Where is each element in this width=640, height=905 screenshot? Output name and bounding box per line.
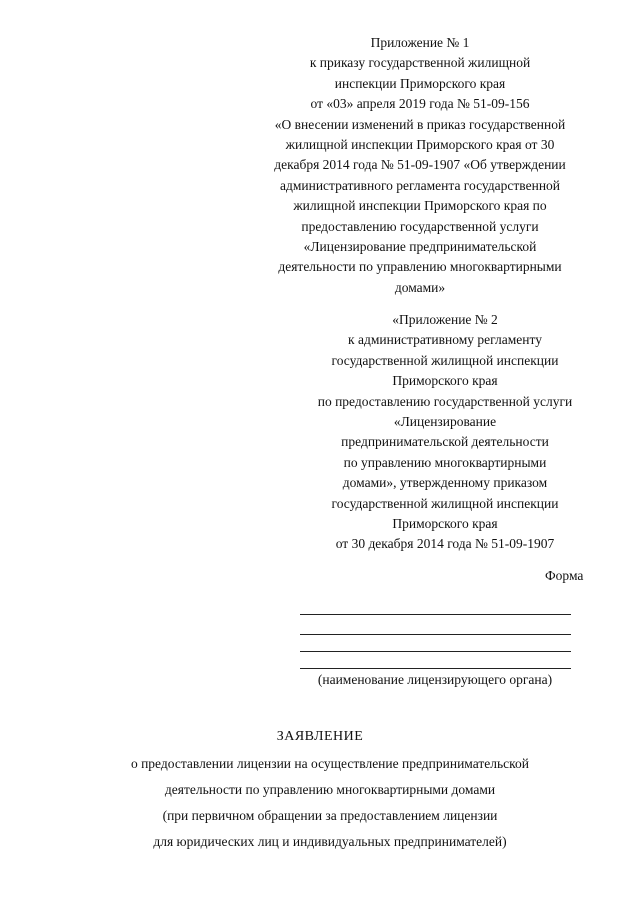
appendix-2-line: домами», утвержденному приказом: [342, 475, 548, 491]
form-label: Форма: [545, 568, 584, 583]
appendix-1-line: к приказу государственной жилищной: [309, 55, 531, 71]
appendix-1-line: Приложение № 1: [370, 35, 470, 50]
appendix-1-line: инспекции Приморского края: [334, 75, 506, 91]
appendix-2-line: предпринимательской деятельности: [341, 434, 549, 450]
appendix-1-line: от «03» апреля 2019 года № 51-09-156: [310, 96, 530, 112]
appendix-1-header: [250, 33, 590, 298]
appendix-1-line: домами»: [394, 279, 446, 295]
authority-blank-line: [300, 651, 571, 652]
subject-line: (при первичном обращении за предоставлением лицензии: [162, 808, 498, 823]
appendix-2-line: «Приложение № 2: [392, 312, 498, 327]
appendix-1-line: деятельности по управлению многоквартирными: [278, 259, 562, 275]
document-subject: [60, 751, 600, 855]
appendix-2-line: к административному регламенту: [348, 332, 542, 348]
appendix-2-line: по управлению многоквартирными: [343, 454, 547, 470]
appendix-2-line: Приморского края: [392, 516, 498, 532]
appendix-2-line: «Лицензирование: [393, 414, 497, 430]
subject-line: для юридических лиц и индивидуальных предпринимателей): [153, 834, 507, 849]
appendix-1-line: административного регламента государственной: [279, 177, 561, 193]
appendix-2-line: по предоставлению государственной услуги: [317, 393, 573, 409]
authority-blank-line: [300, 634, 571, 635]
appendix-1-line: жилищной инспекции Приморского края от 30: [285, 137, 555, 153]
subject-line: о предоставлении лицензии на осуществление предпринимательской: [130, 756, 530, 771]
document-title: ЗАЯВЛЕНИЕ: [276, 729, 364, 744]
appendix-1-line: «О внесении изменений в приказ государственной: [274, 116, 566, 132]
authority-blank-line: [300, 668, 571, 669]
authority-blank-line: [300, 614, 571, 615]
authority-caption: (наименование лицензирующего органа): [317, 672, 553, 687]
appendix-1-line: предоставлению государственной услуги: [301, 218, 539, 234]
appendix-1-line: жилищной инспекции Приморского края по: [293, 198, 547, 214]
appendix-2-line: государственной жилищной инспекции: [331, 495, 559, 511]
appendix-2-header: [290, 310, 600, 555]
subject-line: деятельности по управлению многоквартирными домами: [164, 782, 496, 797]
appendix-1-line: «Лицензирование предпринимательской: [303, 239, 537, 255]
appendix-2-line: государственной жилищной инспекции: [331, 352, 559, 368]
appendix-1-line: декабря 2014 года № 51-09-1907 «Об утверждении: [274, 157, 566, 173]
appendix-2-line: от 30 декабря 2014 года № 51-09-1907: [335, 536, 555, 552]
appendix-2-line: Приморского края: [392, 373, 498, 389]
